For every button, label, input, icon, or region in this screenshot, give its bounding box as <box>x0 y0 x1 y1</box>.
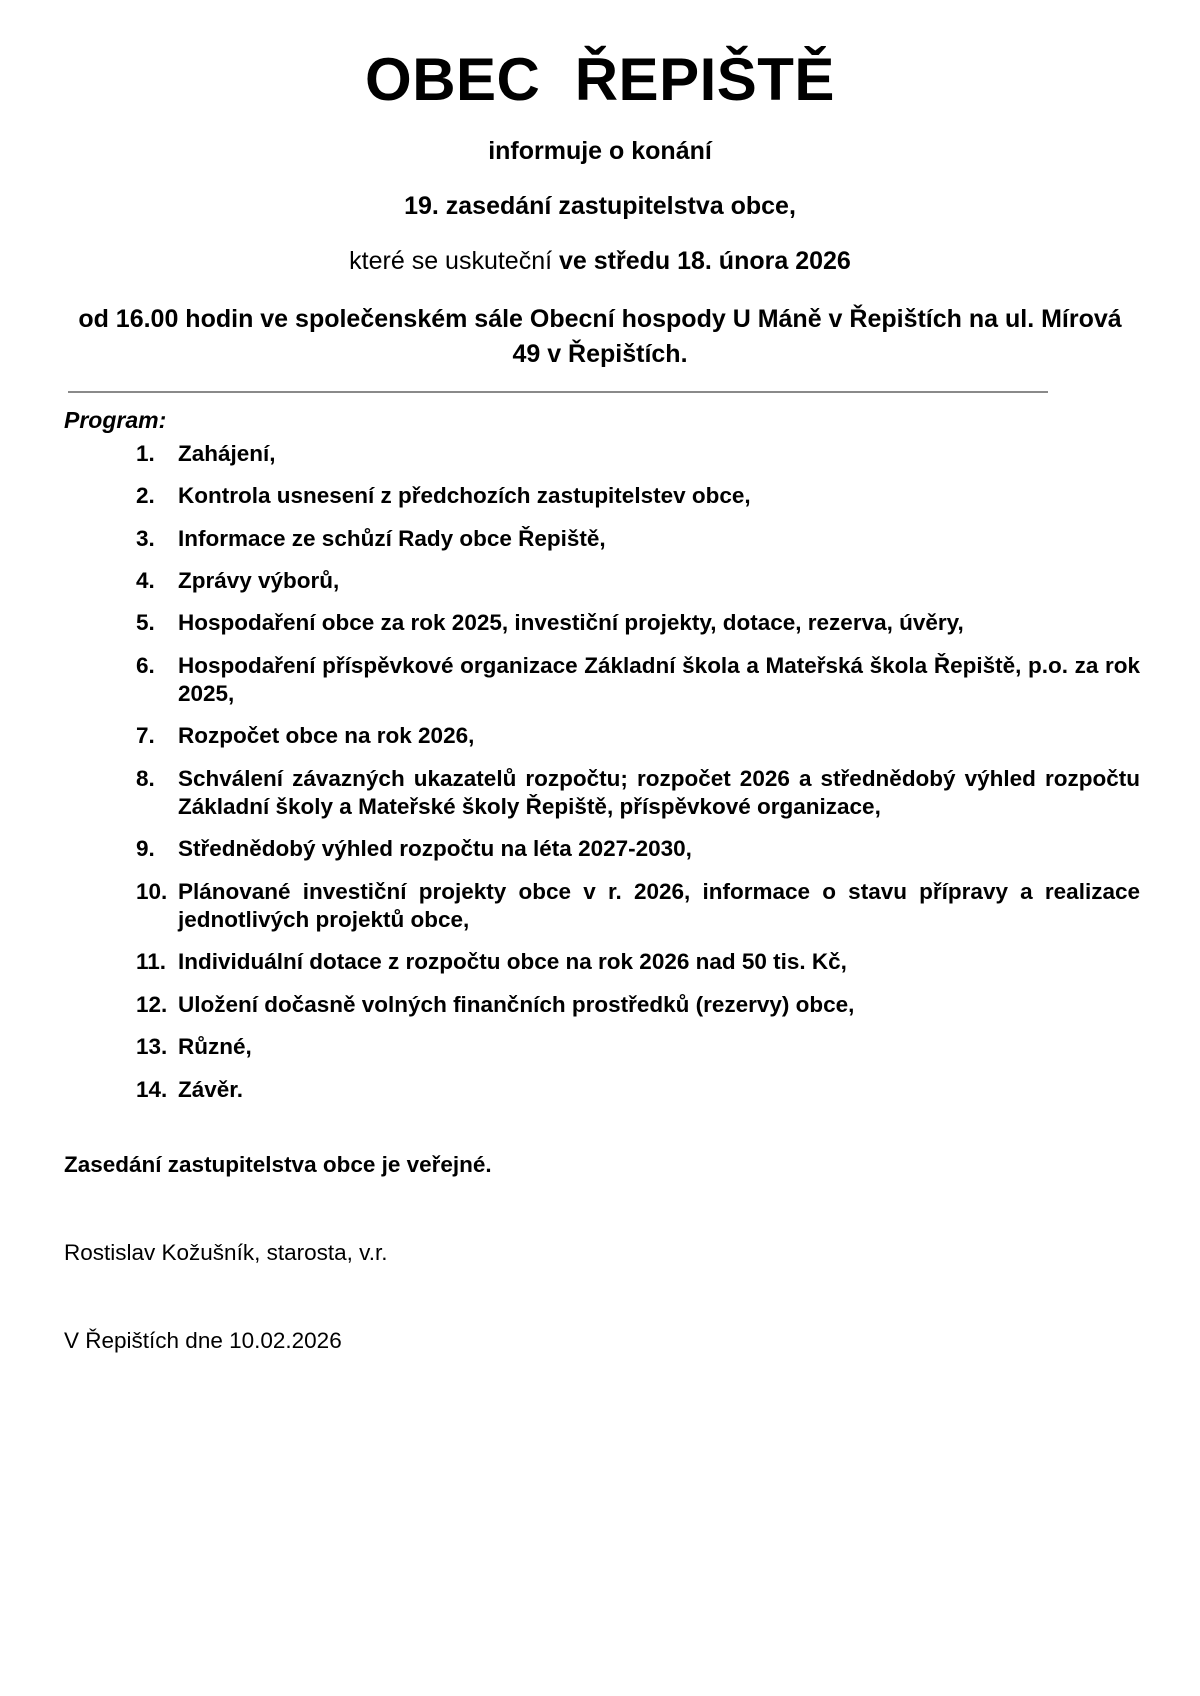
program-item <box>136 567 1140 595</box>
program-item-label: Plánované investiční projekty obce v r. 2026, informace o stavu přípravy a realizace jednotlivých projektů obce, <box>178 878 1140 933</box>
document-footer <box>0 1152 1200 1354</box>
program-item-number: 2. <box>136 483 155 509</box>
program-item-number: 14. <box>136 1076 168 1102</box>
program-list <box>64 440 1140 1104</box>
program-item-number: 10. <box>136 878 168 904</box>
program-item-label: Závěr. <box>178 1076 244 1102</box>
program-item <box>136 652 1140 709</box>
program-item-number: 7. <box>136 723 155 749</box>
program-item-label: Hospodaření příspěvkové organizace Základní škola a Mateřská škola Řepiště, p.o. za rok 2025, <box>178 652 1140 707</box>
program-item-number: 12. <box>136 991 168 1017</box>
section-divider <box>68 391 1048 393</box>
when-prefix: které se uskuteční <box>349 247 559 275</box>
program-item-number: 13. <box>136 1034 168 1060</box>
program-item-label: Individuální dotace z rozpočtu obce na rok 2026 nad 50 tis. Kč, <box>178 949 847 975</box>
program-item <box>136 878 1140 935</box>
program-item <box>136 722 1140 750</box>
program-item-label: Hospodaření obce za rok 2025, investiční projekty, dotace, rezerva, úvěry, <box>178 610 964 636</box>
program-item <box>136 482 1140 510</box>
program-item <box>136 1076 1140 1104</box>
program-item-label: Schválení závazných ukazatelů rozpočtu; rozpočet 2026 a střednědobý výhled rozpočtu Základní školy a Mateřské školy Řepiště, příspěvkové organizace, <box>178 765 1140 820</box>
program-label: Program: <box>64 407 167 433</box>
header-divider-wrap <box>0 391 1200 393</box>
place-date-line: V Řepištích dne 10.02.2026 <box>64 1327 342 1353</box>
program-item-number: 3. <box>136 525 155 551</box>
session-line: 19. zasedání zastupitelstva obce, <box>404 192 796 220</box>
program-section <box>0 407 1200 1104</box>
program-item-label: Rozpočet obce na rok 2026, <box>178 723 475 749</box>
program-item-label: Uložení dočasně volných finančních prostředků (rezervy) obce, <box>178 991 855 1017</box>
program-item-label: Střednědobý výhled rozpočtu na léta 2027-2030, <box>178 836 692 862</box>
program-item <box>136 609 1140 637</box>
program-item-label: Zahájení, <box>178 441 276 466</box>
program-item-label: Zprávy výborů, <box>178 568 340 594</box>
program-item <box>136 440 1140 468</box>
page-title: OBEC ŘEPIŠTĚ <box>365 46 835 113</box>
program-item <box>136 525 1140 553</box>
program-item-number: 5. <box>136 610 155 636</box>
program-item-number: 8. <box>136 765 155 791</box>
program-item-number: 1. <box>136 441 155 466</box>
when-date: ve středu 18. února 2026 <box>559 247 851 275</box>
program-item <box>136 948 1140 976</box>
signature-line: Rostislav Kožušník, starosta, v.r. <box>64 1239 388 1265</box>
public-note: Zasedání zastupitelstva obce je veřejné. <box>64 1151 492 1177</box>
program-item-label: Informace ze schůzí Rady obce Řepiště, <box>178 525 606 551</box>
when-line <box>0 247 1200 276</box>
document-header <box>0 0 1200 371</box>
program-item-number: 11. <box>136 949 167 975</box>
program-item <box>136 991 1140 1019</box>
informs-line: informuje o konání <box>488 137 712 165</box>
program-item <box>136 1033 1140 1061</box>
program-item <box>136 765 1140 822</box>
venue-line: od 16.00 hodin ve společenském sále Obecní hospody U Máně v Řepištích na ul. Mírová 49 v Řepištích. <box>78 305 1122 368</box>
program-item-number: 4. <box>136 568 155 594</box>
program-item <box>136 835 1140 863</box>
program-item-number: 9. <box>136 836 155 862</box>
program-item-label: Různé, <box>178 1034 252 1060</box>
program-item-number: 6. <box>136 652 155 678</box>
program-item-label: Kontrola usnesení z předchozích zastupitelstev obce, <box>178 483 751 509</box>
